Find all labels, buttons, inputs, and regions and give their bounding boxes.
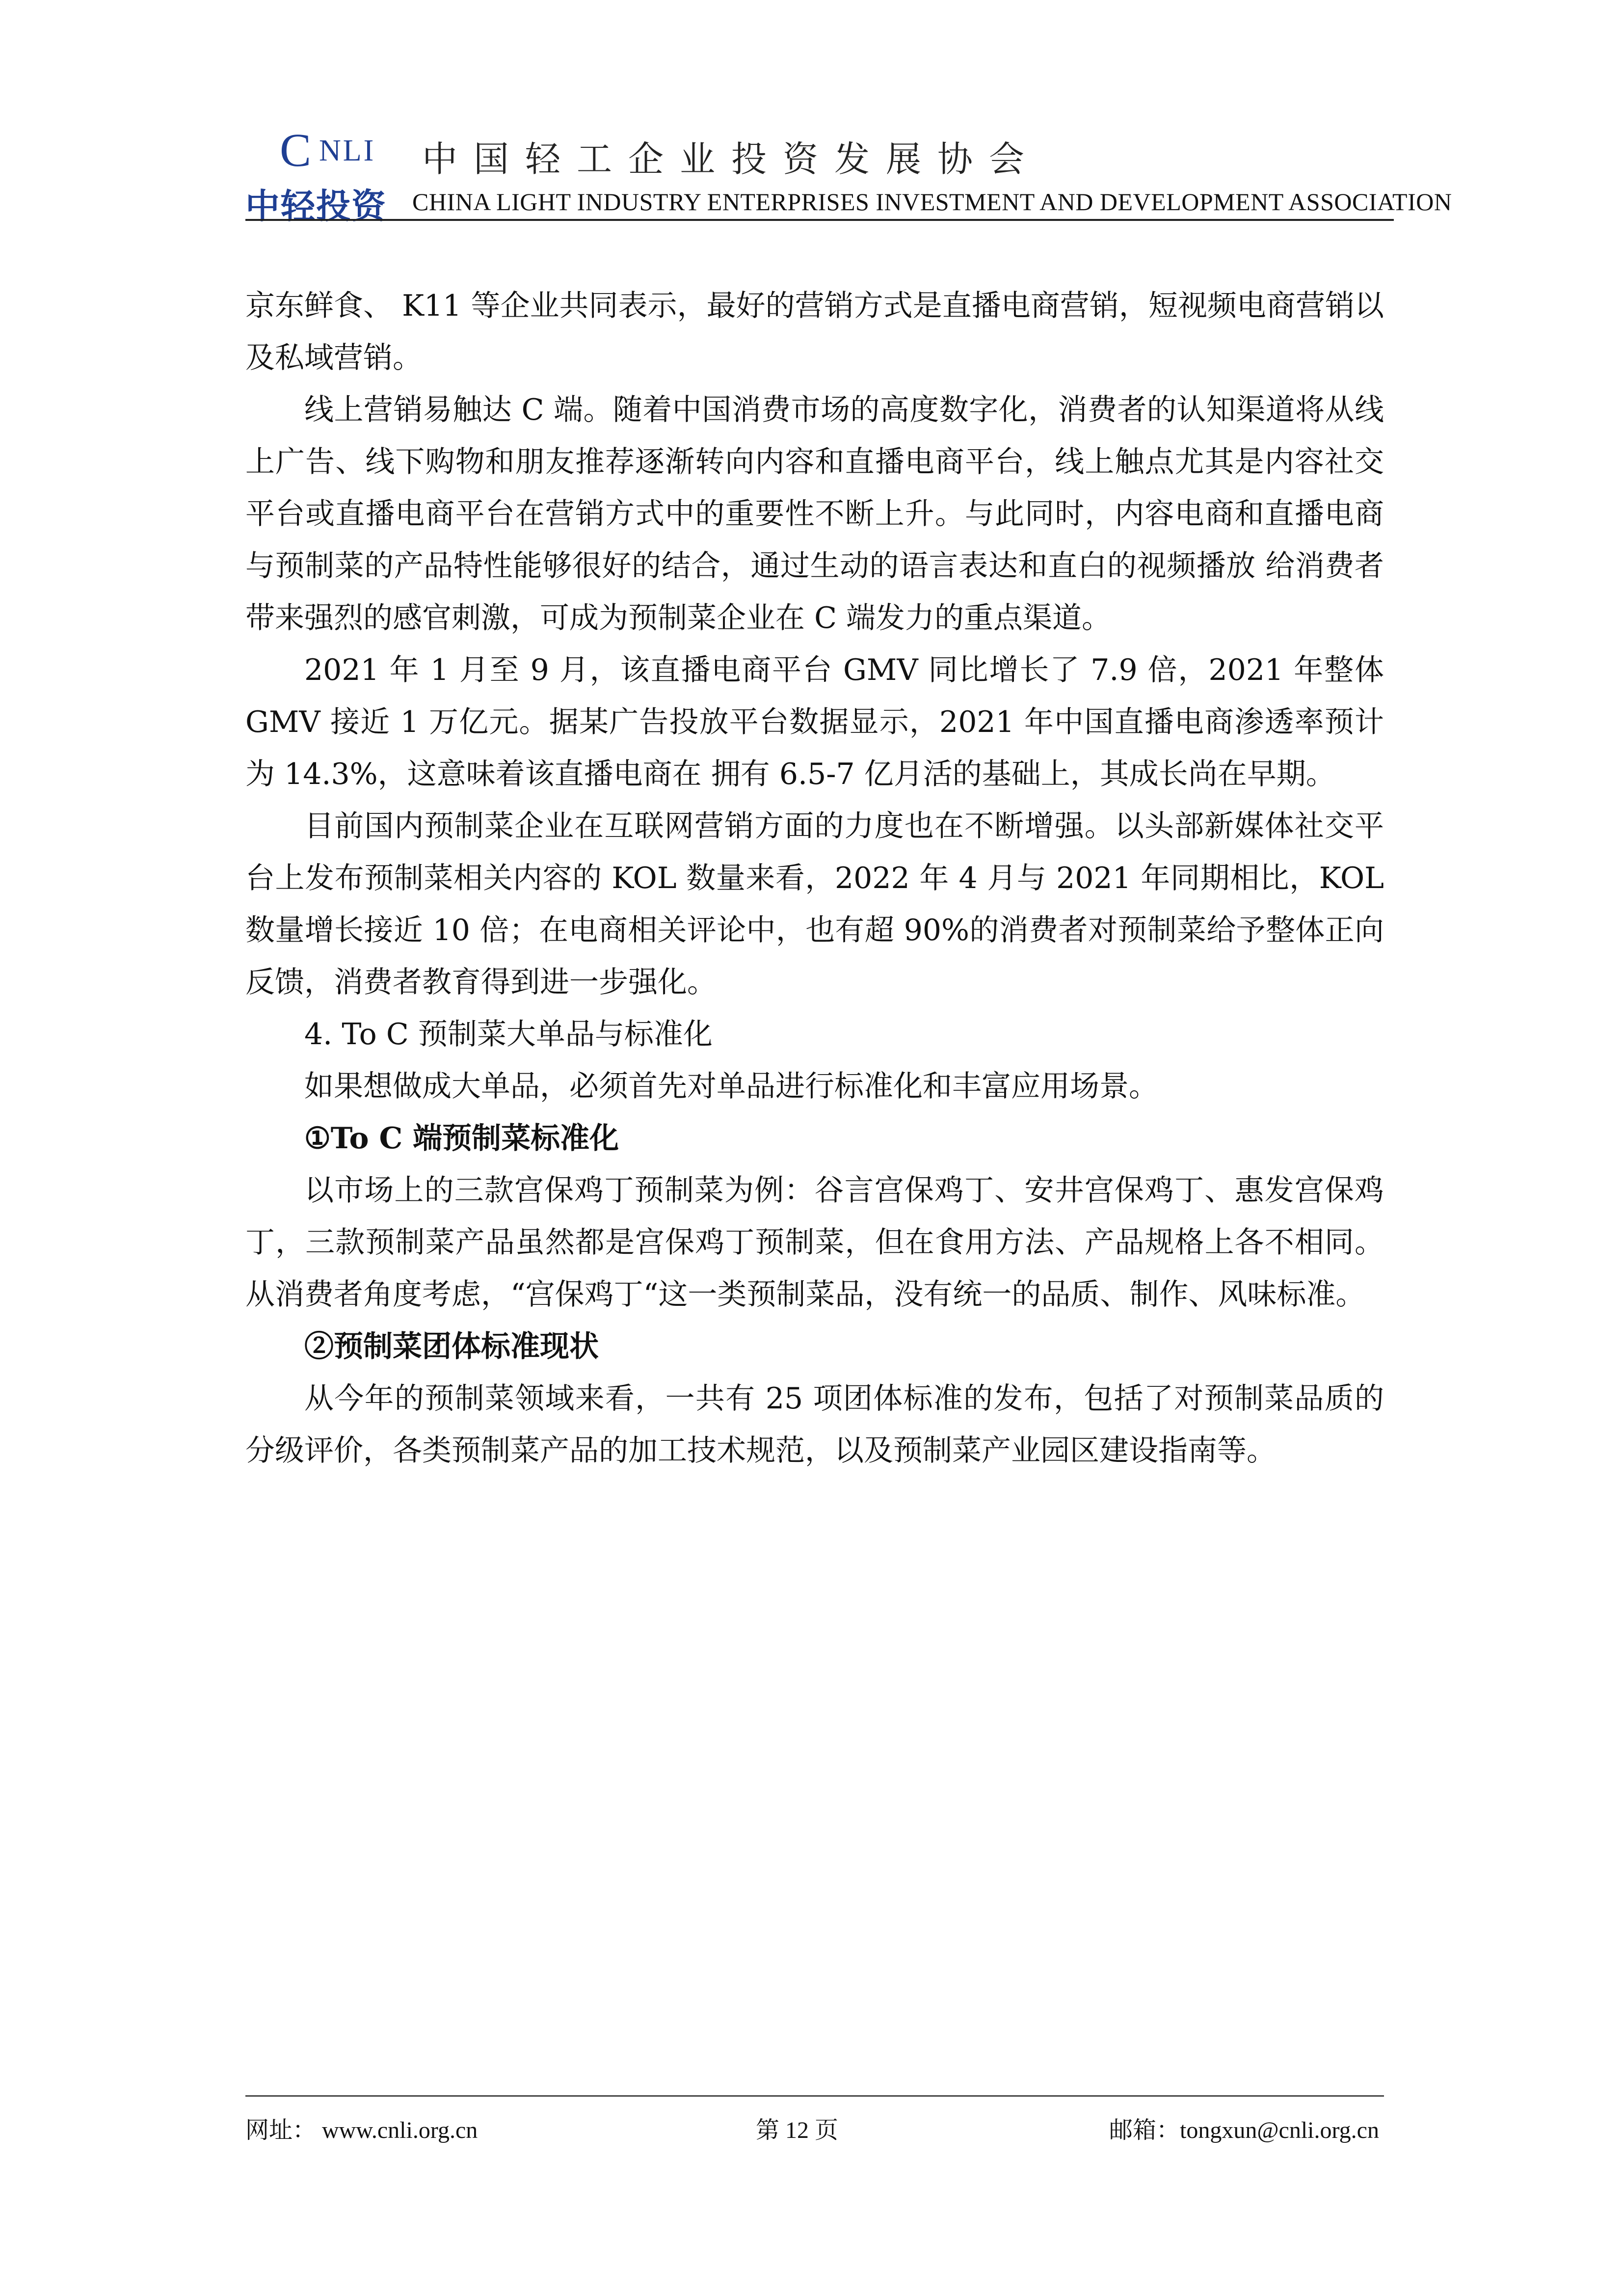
paragraph-3: 2021 年 1 月至 9 月，该直播电商平台 GMV 同比增长了 7.9 倍，2021 年整体 GMV 接近 1 万亿元。据某广告投放平台数据显示，2021 年中国直播电商渗透率预计为 14.3%，这意味着该直播电商在 拥有 6.5-7 亿月活的基础上，其成长尚在早期。 xyxy=(245,653,1384,791)
subheading-group-standards: ②预制菜团体标准现状 xyxy=(304,1329,599,1364)
paragraph-2: 线上营销易触达 C 端。随着中国消费市场的高度数字化，消费者的认知渠道将从线上广告、线下购物和朋友推荐逐渐转向内容和直播电商平台，线上触点尤其是内容社交平台或直播电商平台在营销方式中的重要性不断上升。与此同时，内容电商和直播电商与预制菜的产品特性能够很好的结合，通过生动的语言表达和直白的视频播放 给消费者带来强烈的感官刺激，可成为预制菜企业在 C 端发力的重点渠道。 xyxy=(245,393,1384,635)
paragraph-4: 目前国内预制菜企业在互联网营销方面的力度也在不断增强。以头部新媒体社交平台上发布预制菜相关内容的 KOL 数量来看，2022 年 4 月与 2021 年同期相比，KOL 数量增长接近 10 倍；在电商相关评论中，也有超 90%的消费者对预制菜给予整体正向反馈，消费者教育得到进一步强化。 xyxy=(245,809,1384,999)
logo-letters-nli: NLI xyxy=(319,134,376,167)
subheading-standardization: ①To C 端预制菜标准化 xyxy=(304,1121,619,1156)
footer-email: 邮箱：tongxun@cnli.org.cn xyxy=(1109,2117,1379,2143)
logo-cn-short: 中轻投资 xyxy=(245,186,387,226)
org-name-cn: 中国轻工企业投资发展协会 xyxy=(422,138,1041,180)
section-heading-4: 4. To C 预制菜大单品与标准化 xyxy=(304,1017,713,1052)
footer-divider xyxy=(245,2095,1384,2097)
page-header xyxy=(245,113,1452,226)
org-name-en: CHINA LIGHT INDUSTRY ENTERPRISES INVESTMENT AND DEVELOPMENT ASSOCIATION xyxy=(412,188,1452,216)
header-divider xyxy=(245,219,1394,221)
document-body xyxy=(245,280,1384,1477)
paragraph-7: 从今年的预制菜领域来看，一共有 25 项团体标准的发布，包括了对预制菜品质的分级评价，各类预制菜产品的加工技术规范，以及预制菜产业园区建设指南等。 xyxy=(245,1381,1384,1468)
cnli-logo xyxy=(245,113,393,226)
footer-page-number: 第 12 页 xyxy=(756,2117,839,2143)
paragraph-5: 如果想做成大单品，必须首先对单品进行标准化和丰富应用场景。 xyxy=(304,1069,1158,1104)
paragraph-1: 京东鲜食、 K11 等企业共同表示，最好的营销方式是直播电商营销，短视频电商营销以及私域营销。 xyxy=(245,289,1384,375)
logo-letter-c: C xyxy=(280,124,312,176)
footer-website: 网址： www.cnli.org.cn xyxy=(245,2117,478,2143)
paragraph-6: 以市场上的三款宫保鸡丁预制菜为例：谷言宫保鸡丁、安井宫保鸡丁、惠发宫保鸡丁，三款预制菜产品虽然都是宫保鸡丁预制菜，但在食用方法、产品规格上各不相同。从消费者角度考虑，“宫保鸡丁“这一类预制菜品，没有统一的品质、制作、风味标准。 xyxy=(245,1173,1384,1312)
